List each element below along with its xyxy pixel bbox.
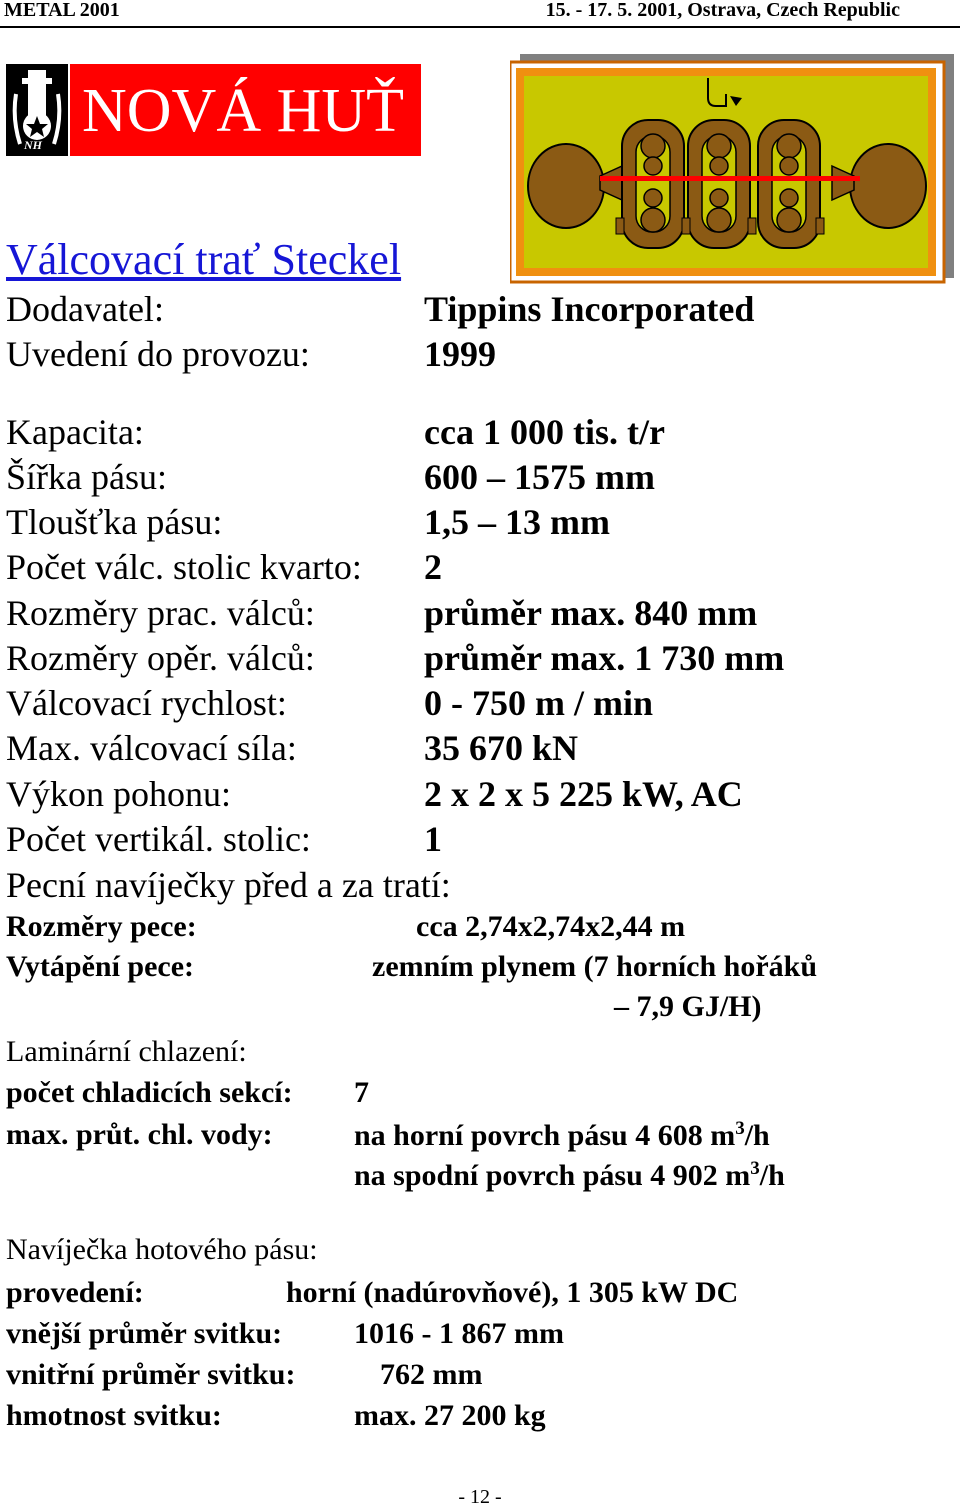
- coilers-heading: Pecní navíječky před a za tratí:: [6, 865, 451, 905]
- page-title: Válcovací trať Steckel: [6, 235, 402, 284]
- commissioning-label: Uvedení do provozu:: [6, 334, 310, 374]
- mill-diagram: [510, 48, 960, 284]
- rolling-force-value: 35 670 kN: [424, 728, 579, 768]
- heating-label: Vytápění pece:: [6, 950, 195, 983]
- cooling-flow-bottom: na spodní povrch pásu 4 902 $m^3/h$: [354, 1158, 785, 1192]
- design-value: horní (nadúrovňové), 1 305 kW DC: [286, 1276, 739, 1309]
- capacity-value: cca 1 000 tis. t/r: [424, 412, 665, 452]
- coil-weight-value: max. 27 200 kg: [354, 1399, 546, 1432]
- vertical-stands-value: 1: [424, 819, 442, 859]
- vertical-stands-label: Počet vertikál. stolic:: [6, 819, 311, 859]
- rolling-speed-value: 0 - 750 m / min: [424, 683, 653, 723]
- strip-thickness-label: Tloušťka pásu:: [6, 502, 223, 542]
- drive-power-value: 2 x 2 x 5 225 kW, AC: [424, 774, 743, 814]
- design-label: provedení:: [6, 1276, 144, 1309]
- cooling-sections-label: počet chladicích sekcí:: [6, 1076, 293, 1109]
- inner-diameter-value: 762 mm: [380, 1358, 483, 1391]
- page-header: [0, 0, 960, 28]
- cooling-sections-value: 7: [354, 1076, 369, 1109]
- cooling-flow-top: na horní povrch pásu 4 608 $m^3/h$: [354, 1118, 770, 1152]
- logo-text: NOVÁ HUŤ: [82, 77, 405, 145]
- finished-coiler-heading: Navíječka hotového pásu:: [6, 1233, 318, 1266]
- logo-emblem: [6, 64, 68, 156]
- steckel-mill-illustration: [510, 48, 960, 284]
- heating-value-1: zemním plynem (7 horních hořáků: [372, 950, 818, 983]
- emblem-letters: NH: [24, 138, 42, 152]
- stands-value: 2: [424, 547, 442, 587]
- work-rolls-label: Rozměry prac. válců:: [6, 593, 315, 633]
- drive-power-label: Výkon pohonu:: [6, 774, 231, 814]
- commissioning-value: 1999: [424, 334, 496, 374]
- supplier-label: Dodavatel:: [6, 289, 164, 329]
- rolling-force-label: Max. válcovací síla:: [6, 728, 297, 768]
- outer-diameter-label: vnější průměr svitku:: [6, 1317, 283, 1350]
- header-right: 15. - 17. 5. 2001, Ostrava, Czech Republic: [545, 0, 900, 21]
- capacity-label: Kapacita:: [6, 412, 144, 452]
- backup-rolls-label: Rozměry opěr. válců:: [6, 638, 315, 678]
- logo-banner: [70, 64, 421, 156]
- inner-diameter-label: vnitřní průměr svitku:: [6, 1358, 296, 1391]
- stands-label: Počet válc. stolic kvarto:: [6, 547, 362, 587]
- header-left: METAL 2001: [4, 0, 120, 21]
- logo: [6, 64, 421, 156]
- rolling-speed-label: Válcovací rychlost:: [6, 683, 287, 723]
- cooling-heading: Laminární chlazení:: [6, 1035, 247, 1068]
- heating-value-2: – 7,9 GJ/H): [614, 990, 762, 1023]
- outer-diameter-value: 1016 - 1 867 mm: [354, 1317, 564, 1350]
- cooling-flow-label: max. průt. chl. vody:: [6, 1118, 273, 1151]
- supplier-value: Tippins Incorporated: [424, 289, 755, 329]
- strip-width-value: 600 – 1575 mm: [424, 457, 655, 497]
- work-rolls-value: průměr max. 840 mm: [424, 593, 758, 633]
- coil-weight-label: hmotnost svitku:: [6, 1399, 222, 1432]
- backup-rolls-value: průměr max. 1 730 mm: [424, 638, 785, 678]
- strip-thickness-value: 1,5 – 13 mm: [424, 502, 610, 542]
- furnace-size-label: Rozměry pece:: [6, 910, 197, 943]
- furnace-size-value: cca 2,74x2,74x2,44 m: [416, 910, 686, 943]
- page-number: - 12 -: [458, 1486, 502, 1508]
- strip-width-label: Šířka pásu:: [6, 457, 167, 497]
